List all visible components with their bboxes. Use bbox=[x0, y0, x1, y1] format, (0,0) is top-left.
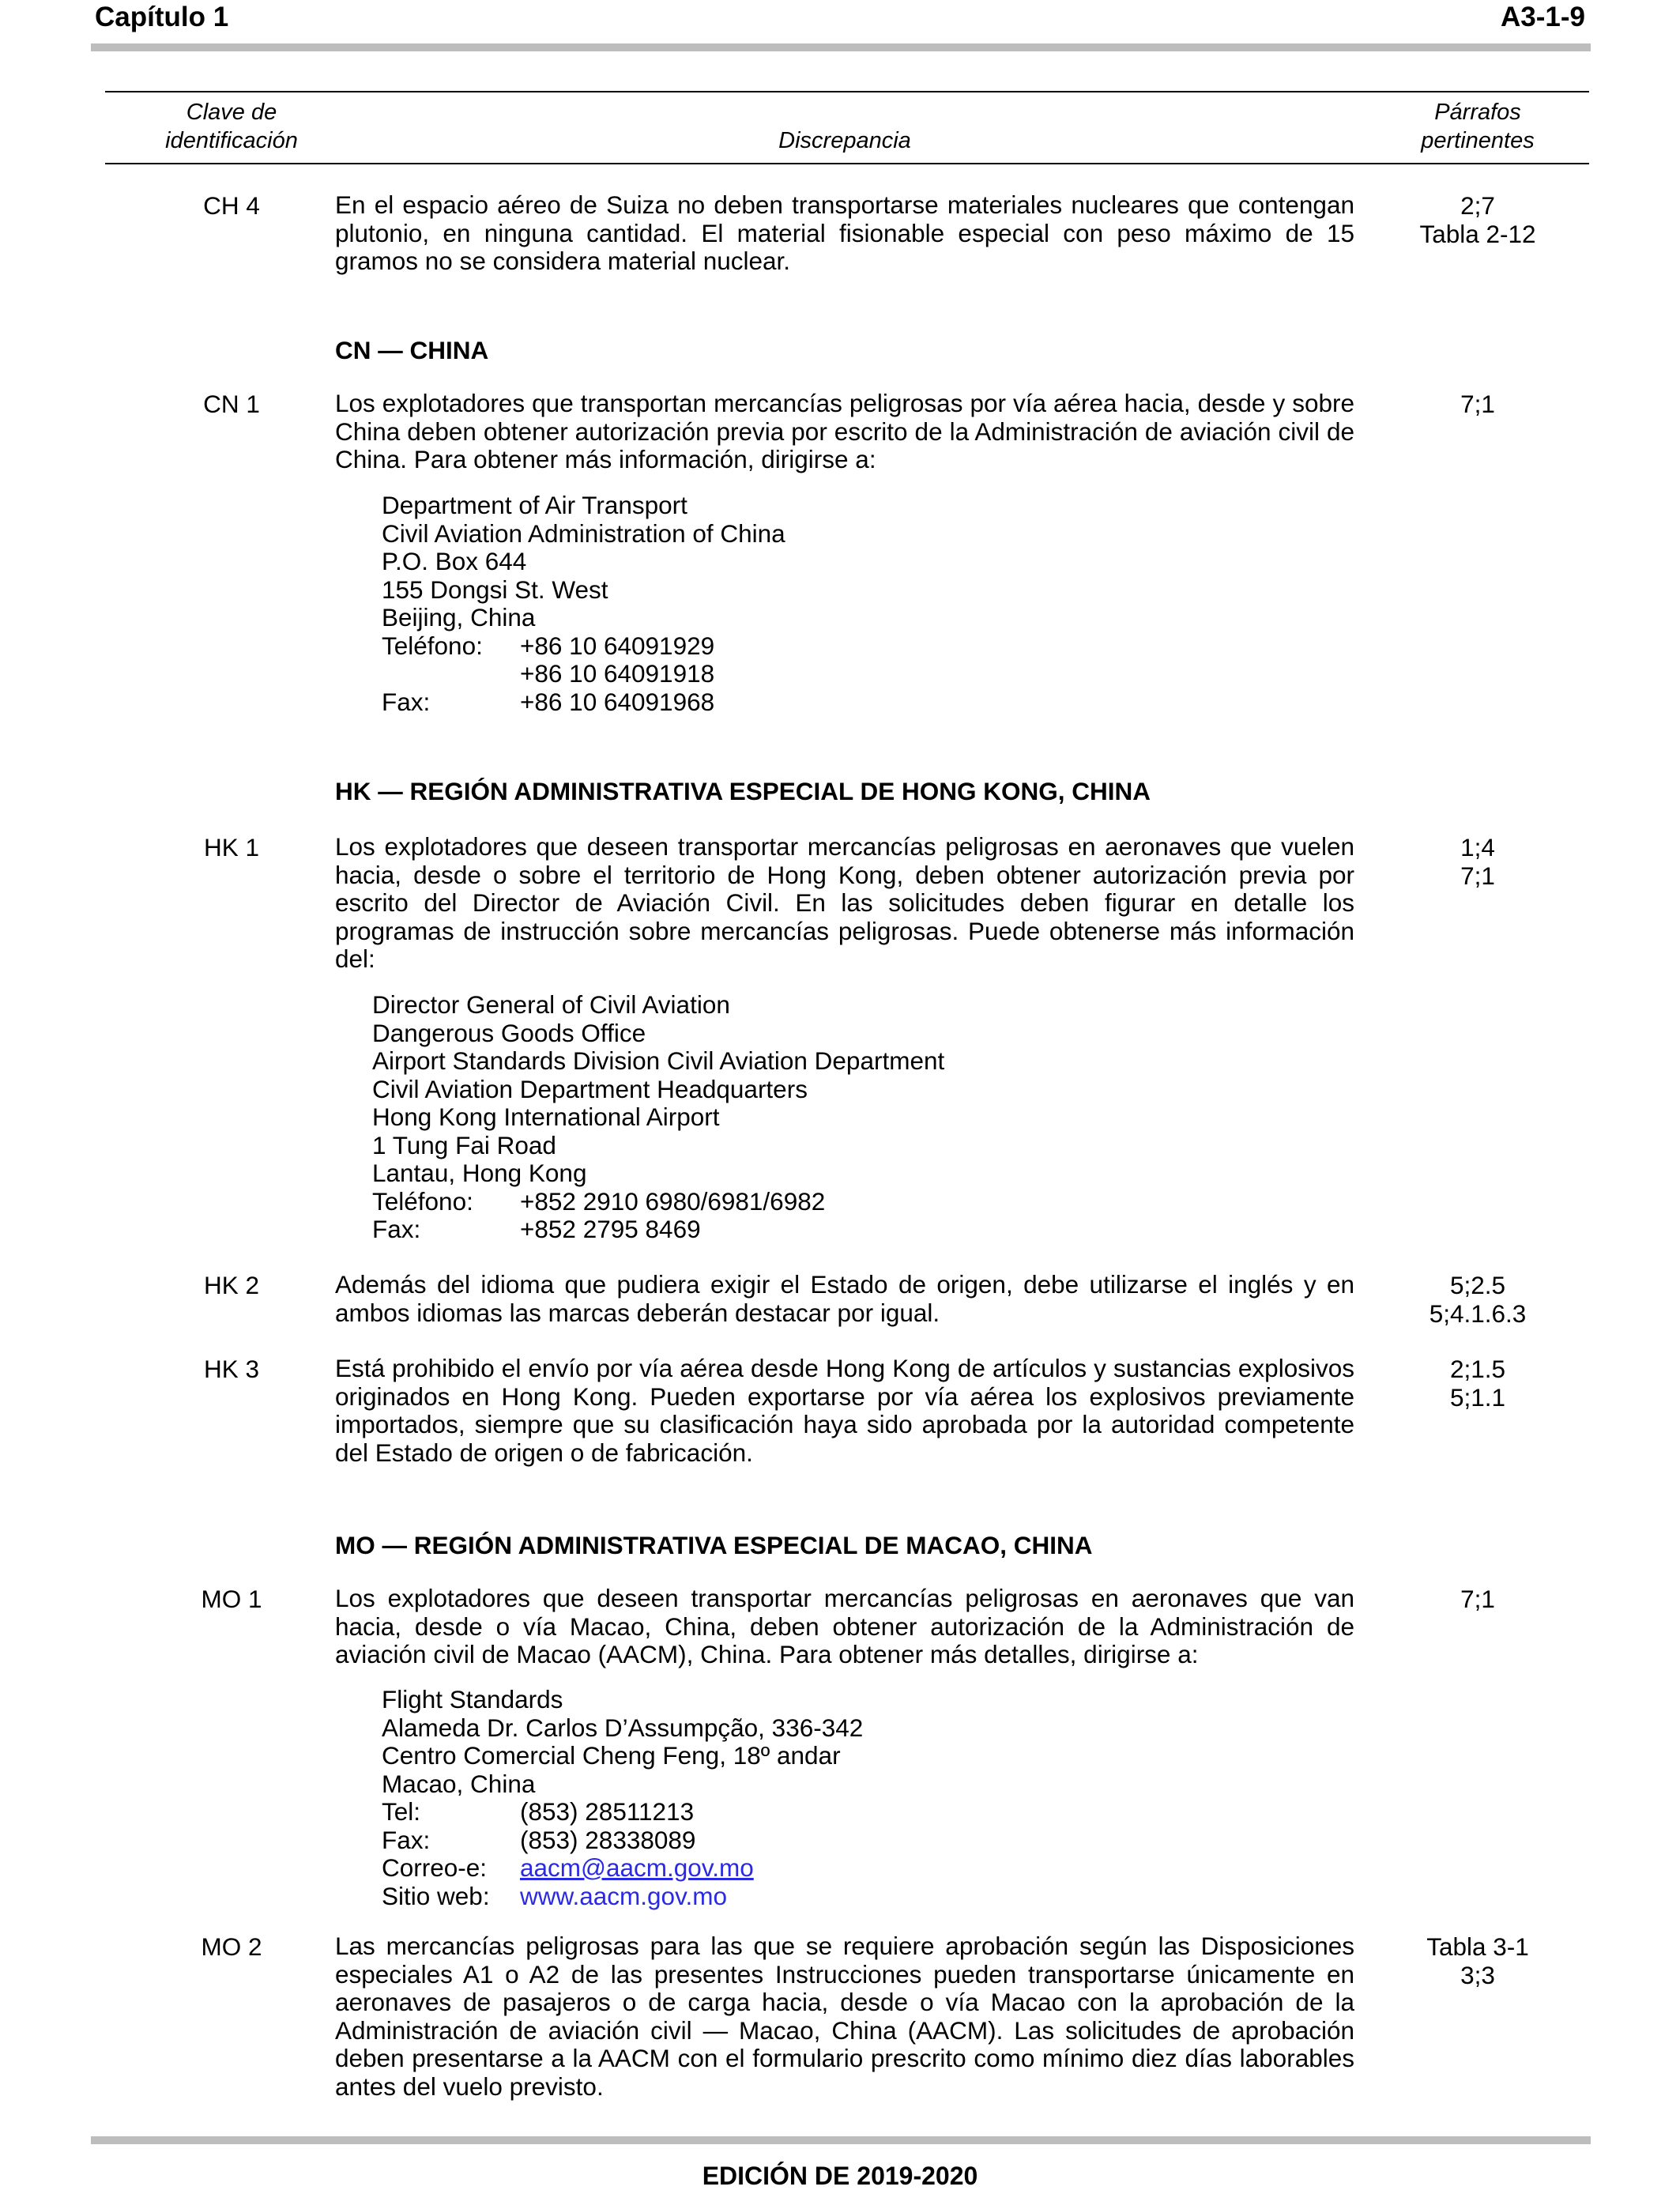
entry-key-hk1: HK 1 bbox=[203, 833, 260, 861]
chapter-label: Capítulo 1 bbox=[95, 2, 229, 32]
entry-paras-mo2 bbox=[1391, 1932, 1565, 1989]
fax-label: Fax: bbox=[382, 1825, 431, 1854]
address-line: Department of Air Transport bbox=[382, 491, 687, 519]
col-head-paras-line2: pertinentes bbox=[1421, 128, 1535, 153]
address-cn1 bbox=[382, 492, 785, 716]
address-line: 1 Tung Fai Road bbox=[372, 1130, 556, 1159]
para-ref: 7;1 bbox=[1460, 390, 1495, 418]
web-label: Sitio web: bbox=[382, 1881, 490, 1910]
address-line: Beijing, China bbox=[382, 603, 536, 631]
phone-row bbox=[382, 632, 785, 661]
fax-label: Fax: bbox=[372, 1215, 421, 1243]
entry-key-hk2: HK 2 bbox=[203, 1271, 260, 1299]
footer-rule bbox=[91, 2136, 1591, 2144]
col-head-paras-line1: Párrafos bbox=[1434, 100, 1521, 125]
entry-key-ch4: CH 4 bbox=[203, 191, 260, 220]
para-ref: 2;7 bbox=[1460, 191, 1495, 220]
fax-label: Fax: bbox=[382, 687, 431, 716]
phone-label-spacer bbox=[382, 660, 520, 688]
phone-row bbox=[382, 660, 785, 688]
para-ref: 5;4.1.6.3 bbox=[1429, 1299, 1527, 1328]
col-head-key-line2: identificación bbox=[165, 128, 298, 153]
entry-paras-mo1 bbox=[1391, 1585, 1565, 1613]
fax-row bbox=[372, 1216, 944, 1244]
para-ref: 3;3 bbox=[1460, 1961, 1495, 1989]
para-ref: 2;1.5 bbox=[1449, 1355, 1506, 1383]
phone-label: Teléfono: bbox=[372, 1186, 473, 1216]
website-link[interactable]: www.aacm.gov.mo bbox=[520, 1881, 727, 1910]
tel-label: Tel: bbox=[382, 1797, 421, 1826]
entry-text-ch4: En el espacio aéreo de Suiza no deben transportarse materiales nucleares que contengan plutonio, en ninguna cantidad. El material fisionable especial con peso máximo de 15 gramos no se considera material nuclear. bbox=[335, 190, 1354, 275]
col-head-key bbox=[121, 98, 342, 155]
address-line: Flight Standards bbox=[382, 1685, 563, 1713]
email-link[interactable]: aacm@aacm.gov.mo bbox=[520, 1853, 754, 1882]
page-number: A3-1-9 bbox=[1501, 2, 1585, 32]
address-line: Hong Kong International Airport bbox=[372, 1103, 720, 1131]
col-head-key-line1: Clave de bbox=[186, 100, 277, 125]
entry-key-mo1: MO 1 bbox=[201, 1585, 262, 1613]
address-line: Director General of Civil Aviation bbox=[372, 990, 730, 1019]
fax-value: +852 2795 8469 bbox=[520, 1215, 701, 1243]
phone-label: Teléfono: bbox=[382, 631, 483, 660]
phone-value: +86 10 64091918 bbox=[520, 659, 715, 688]
header-rule bbox=[91, 43, 1591, 51]
address-line: Civil Aviation Department Headquarters bbox=[372, 1074, 808, 1103]
fax-value: +86 10 64091968 bbox=[520, 687, 715, 716]
entry-text-hk3: Está prohibido el envío por vía aérea desde Hong Kong de artículos y sustancias explosivos originados en Hong Kong. Pueden exportarse por vía aérea los explosivos previamente importados, siempre que su clasificación haya sido aprobada por la autoridad competente del Estado de origen o de fabricación. bbox=[335, 1354, 1354, 1467]
entry-text-hk2: Además del idioma que pudiera exigir el Estado de origen, debe utilizarse el inglés y en ambos idiomas las marcas deberán destacar por igual. bbox=[335, 1270, 1354, 1327]
table-head-rule bbox=[105, 163, 1589, 164]
entry-paras-cn1 bbox=[1391, 390, 1565, 418]
address-mo1 bbox=[382, 1686, 863, 1910]
address-line: Lantau, Hong Kong bbox=[372, 1159, 587, 1187]
para-ref: 7;1 bbox=[1460, 1585, 1495, 1613]
entry-text-mo1: Los explotadores que deseen transportar mercancías peligrosas en aeronaves que van hacia, desde o vía Macao, China, deben obtener autorización de la Administración de aviación civil de Macao (AACM), China. Para obtener más detalles, dirigirse a: bbox=[335, 1584, 1354, 1668]
entry-paras-hk2 bbox=[1391, 1271, 1565, 1328]
web-row bbox=[382, 1883, 863, 1911]
address-line: Civil Aviation Administration of China bbox=[382, 518, 785, 548]
para-ref: 5;1.1 bbox=[1449, 1383, 1506, 1412]
email-row bbox=[382, 1854, 863, 1883]
para-ref: 5;2.5 bbox=[1449, 1271, 1506, 1299]
entry-key-cn1: CN 1 bbox=[203, 390, 260, 418]
edition-footer: EDICIÓN DE 2019-2020 bbox=[702, 2162, 978, 2190]
address-line: Centro Comercial Cheng Feng, 18º andar bbox=[382, 1741, 841, 1770]
entry-paras-hk3 bbox=[1391, 1355, 1565, 1412]
section-title-cn: CN — CHINA bbox=[335, 336, 489, 364]
phone-value: +86 10 64091929 bbox=[520, 631, 715, 660]
entry-paras-hk1 bbox=[1391, 833, 1565, 890]
fax-row bbox=[382, 688, 785, 717]
fax-value: (853) 28338089 bbox=[520, 1825, 696, 1854]
entry-text-mo2: Las mercancías peligrosas para las que se requiere aprobación según las Disposiciones especiales A1 o A2 de las presentes Instrucciones pueden transportarse únicamente en aeronaves de pasajeros o de carga hacia, desde o vía Macao con la aprobación de la Administración de aviación civil — Macao, China (AACM). Las solicitudes de aprobación deben presentarse a la AACM con el formulario prescrito como mínimo diez días laborables antes del vuelo previsto. bbox=[335, 1932, 1354, 2101]
address-line: Macao, China bbox=[382, 1769, 536, 1798]
section-title-mo: MO — REGIÓN ADMINISTRATIVA ESPECIAL DE MACAO, CHINA bbox=[335, 1531, 1093, 1559]
phone-row bbox=[372, 1188, 944, 1216]
entry-paras-ch4 bbox=[1391, 191, 1565, 248]
address-line: Alameda Dr. Carlos D’Assumpção, 336-342 bbox=[382, 1713, 864, 1742]
address-line: P.O. Box 644 bbox=[382, 547, 527, 575]
section-title-hk: HK — REGIÓN ADMINISTRATIVA ESPECIAL DE HONG KONG, CHINA bbox=[335, 777, 1151, 805]
tel-value: (853) 28511213 bbox=[520, 1797, 695, 1826]
address-line: Dangerous Goods Office bbox=[372, 1018, 646, 1047]
address-line: 155 Dongsi St. West bbox=[382, 575, 608, 604]
address-hk1 bbox=[372, 991, 944, 1244]
para-ref: 7;1 bbox=[1460, 861, 1495, 890]
address-line: Airport Standards Division Civil Aviation Department bbox=[372, 1046, 945, 1075]
email-label: Correo-e: bbox=[382, 1853, 488, 1882]
entry-text-hk1: Los explotadores que deseen transportar mercancías peligrosas en aeronaves que vuelen hacia, desde o sobre el territorio de Hong Kong, deben obtener autorización previa por escrito del Director de Aviación Civil. En las solicitudes deben figurar en detalle los programas de instrucción sobre mercancías peligrosas. Puede obtenerse más información del: bbox=[335, 832, 1354, 973]
table-top-rule bbox=[105, 91, 1589, 92]
col-head-discrepancy: Discrepancia bbox=[778, 128, 911, 153]
entry-key-hk3: HK 3 bbox=[203, 1355, 260, 1383]
col-head-paras bbox=[1391, 98, 1565, 155]
para-ref: Tabla 3-1 bbox=[1426, 1932, 1529, 1961]
para-ref: Tabla 2-12 bbox=[1419, 220, 1536, 248]
tel-row bbox=[382, 1798, 863, 1826]
entry-text-cn1: Los explotadores que transportan mercancías peligrosas por vía aérea hacia, desde y sobre China deben obtener autorización previa por escrito de la Administración de aviación civil de China. Para obtener más información, dirigirse a: bbox=[335, 389, 1354, 473]
fax-row bbox=[382, 1826, 863, 1855]
entry-key-mo2: MO 2 bbox=[201, 1932, 262, 1961]
phone-value: +852 2910 6980/6981/6982 bbox=[520, 1186, 826, 1216]
para-ref: 1;4 bbox=[1460, 833, 1495, 861]
